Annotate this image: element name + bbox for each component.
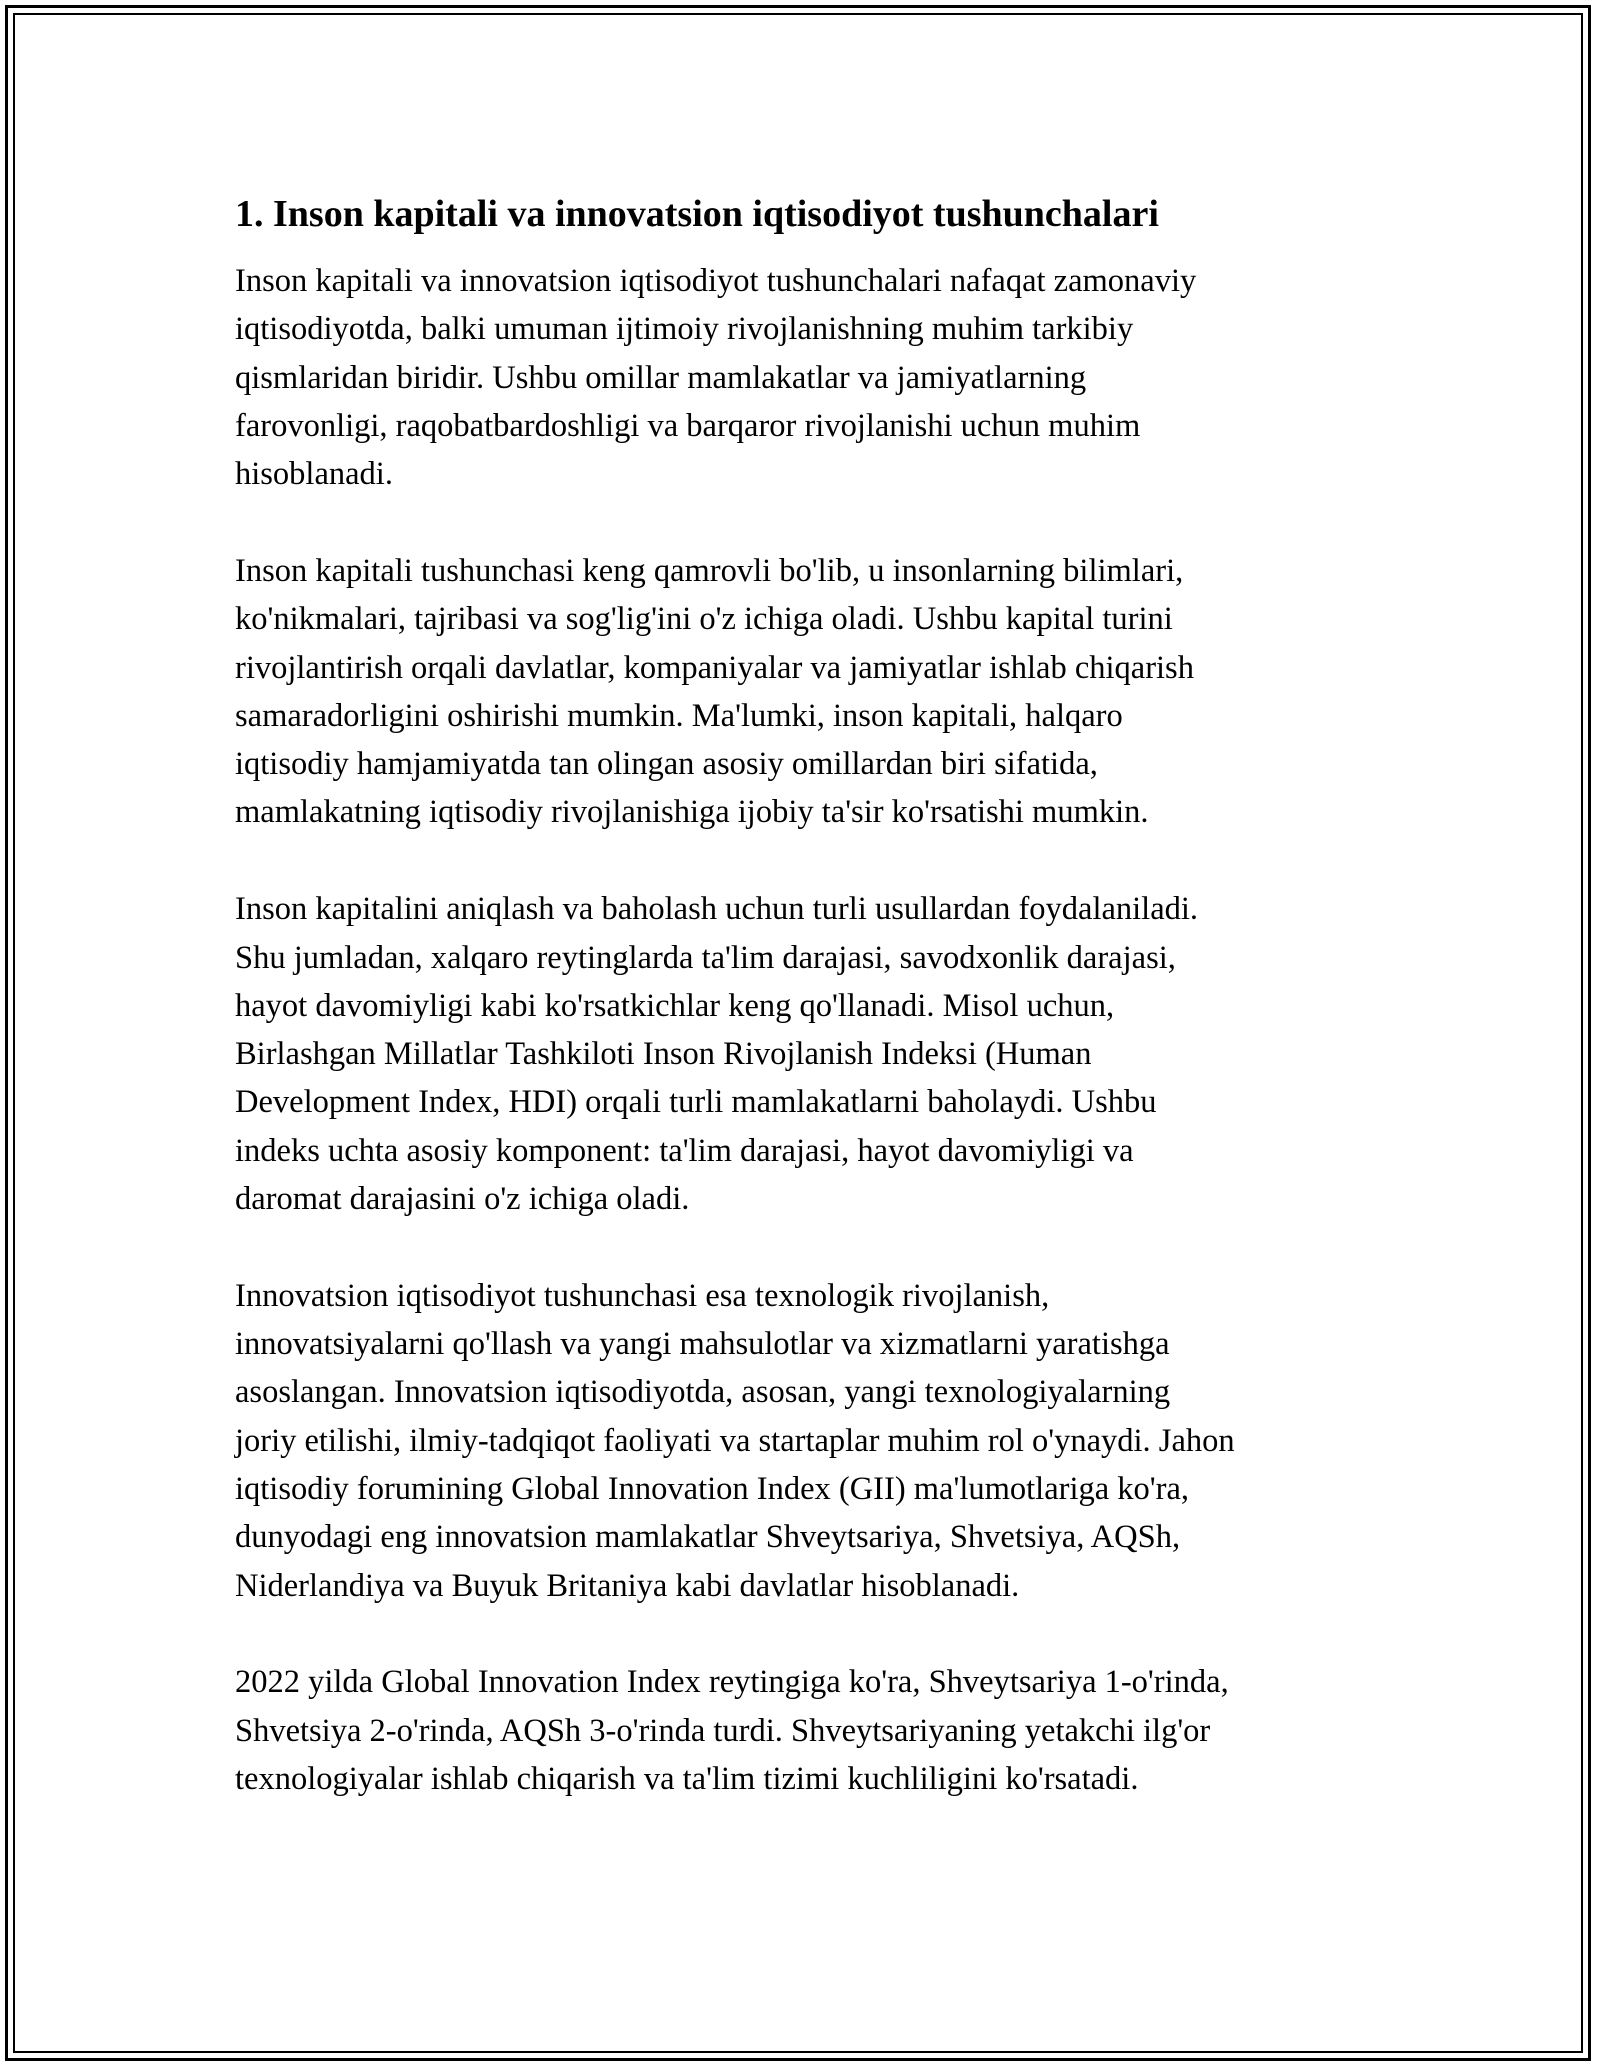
paragraph-line: ko'nikmalari, tajribasi va sog'lig'ini o'z ichiga oladi. Ushbu kapital turini [235,601,1173,638]
paragraph-line: hayot davomiyligi kabi ko'rsatkichlar keng qo'llanadi. Misol uchun, [235,987,1115,1024]
paragraph-line: Inson kapitalini aniqlash va baholash uchun turli usullardan foydalaniladi. [235,891,1199,928]
paragraph-3 [235,885,1415,1223]
paragraph-4 [235,1272,1415,1610]
paragraph-line: Birlashgan Millatlar Tashkiloti Inson Rivojlanish Indeksi (Human [235,1036,1092,1073]
document-body [235,188,1415,1852]
paragraph-line: iqtisodiy hamjamiyatda tan olingan asosiy omillardan biri sifatida, [235,746,1098,783]
paragraph-line: Inson kapitali va innovatsion iqtisodiyot tushunchalari nafaqat zamonaviy [235,263,1197,299]
paragraph-5 [235,1658,1415,1803]
paragraph-line: indeks uchta asosiy komponent: ta'lim darajasi, hayot davomiyligi va [235,1132,1134,1169]
paragraph-line: samaradorligini oshirishi mumkin. Ma'lumki, inson kapitali, halqaro [235,697,1123,734]
paragraph-line: iqtisodiy forumining Global Innovation Index (GII) ma'lumotlariga ko'ra, [235,1471,1190,1508]
paragraph-line: Inson kapitali tushunchasi keng qamrovli bo'lib, u insonlarning bilimlari, [235,552,1184,589]
paragraph-line: Development Index, HDI) orqali turli mamlakatlarni baholaydi. Ushbu [235,1084,1157,1121]
paragraph-line: innovatsiyalarni qo'llash va yangi mahsulotlar va xizmatlarni yaratishga [235,1326,1170,1363]
paragraph-line: Shu jumladan, xalqaro reytinglarda ta'lim darajasi, savodxonlik darajasi, [235,939,1176,976]
paragraph-line: Niderlandiya va Buyuk Britaniya kabi davlatlar hisoblanadi. [235,1567,1020,1604]
paragraph-line: iqtisodiyotda, balki umuman ijtimoiy rivojlanishning muhim tarkibiy [235,311,1134,348]
paragraph-line: farovonligi, raqobatbardoshligi va barqaror rivojlanishi uchun muhim [235,407,1141,444]
paragraph-line: hisoblanadi. [235,456,393,493]
paragraph-line: joriy etilishi, ilmiy-tadqiqot faoliyati va startaplar muhim rol o'ynaydi. Jahon [235,1422,1235,1459]
paragraph-1 [235,257,1415,498]
paragraph-line: asoslangan. Innovatsion iqtisodiyotda, asosan, yangi texnologiyalarning [235,1374,1171,1411]
paragraph-line: 2022 yilda Global Innovation Index reytingiga ko'ra, Shveytsariya 1-o'rinda, [235,1664,1229,1701]
paragraph-2 [235,547,1415,837]
section-heading: 1. Inson kapitali va innovatsion iqtisodiyot tushunchalari [235,193,1159,235]
paragraph-line: dunyodagi eng innovatsion mamlakatlar Shveytsariya, Shvetsiya, AQSh, [235,1519,1181,1556]
paragraph-line: daromat darajasini o'z ichiga oladi. [235,1181,690,1218]
paragraph-line: qismlaridan biridir. Ushbu omillar mamlakatlar va jamiyatlarning [235,359,1087,396]
paragraph-line: Shvetsiya 2-o'rinda, AQSh 3-o'rinda turdi. Shveytsariyaning yetakchi ilg'or [235,1712,1211,1749]
paragraph-line: rivojlantirish orqali davlatlar, kompaniyalar va jamiyatlar ishlab chiqarish [235,649,1194,686]
paragraph-line: texnologiyalar ishlab chiqarish va ta'lim tizimi kuchliligini ko'rsatadi. [235,1761,1139,1798]
paragraph-line: Innovatsion iqtisodiyot tushunchasi esa texnologik rivojlanish, [235,1277,1050,1314]
paragraph-line: mamlakatning iqtisodiy rivojlanishiga ijobiy ta'sir ko'rsatishi mumkin. [235,794,1149,831]
